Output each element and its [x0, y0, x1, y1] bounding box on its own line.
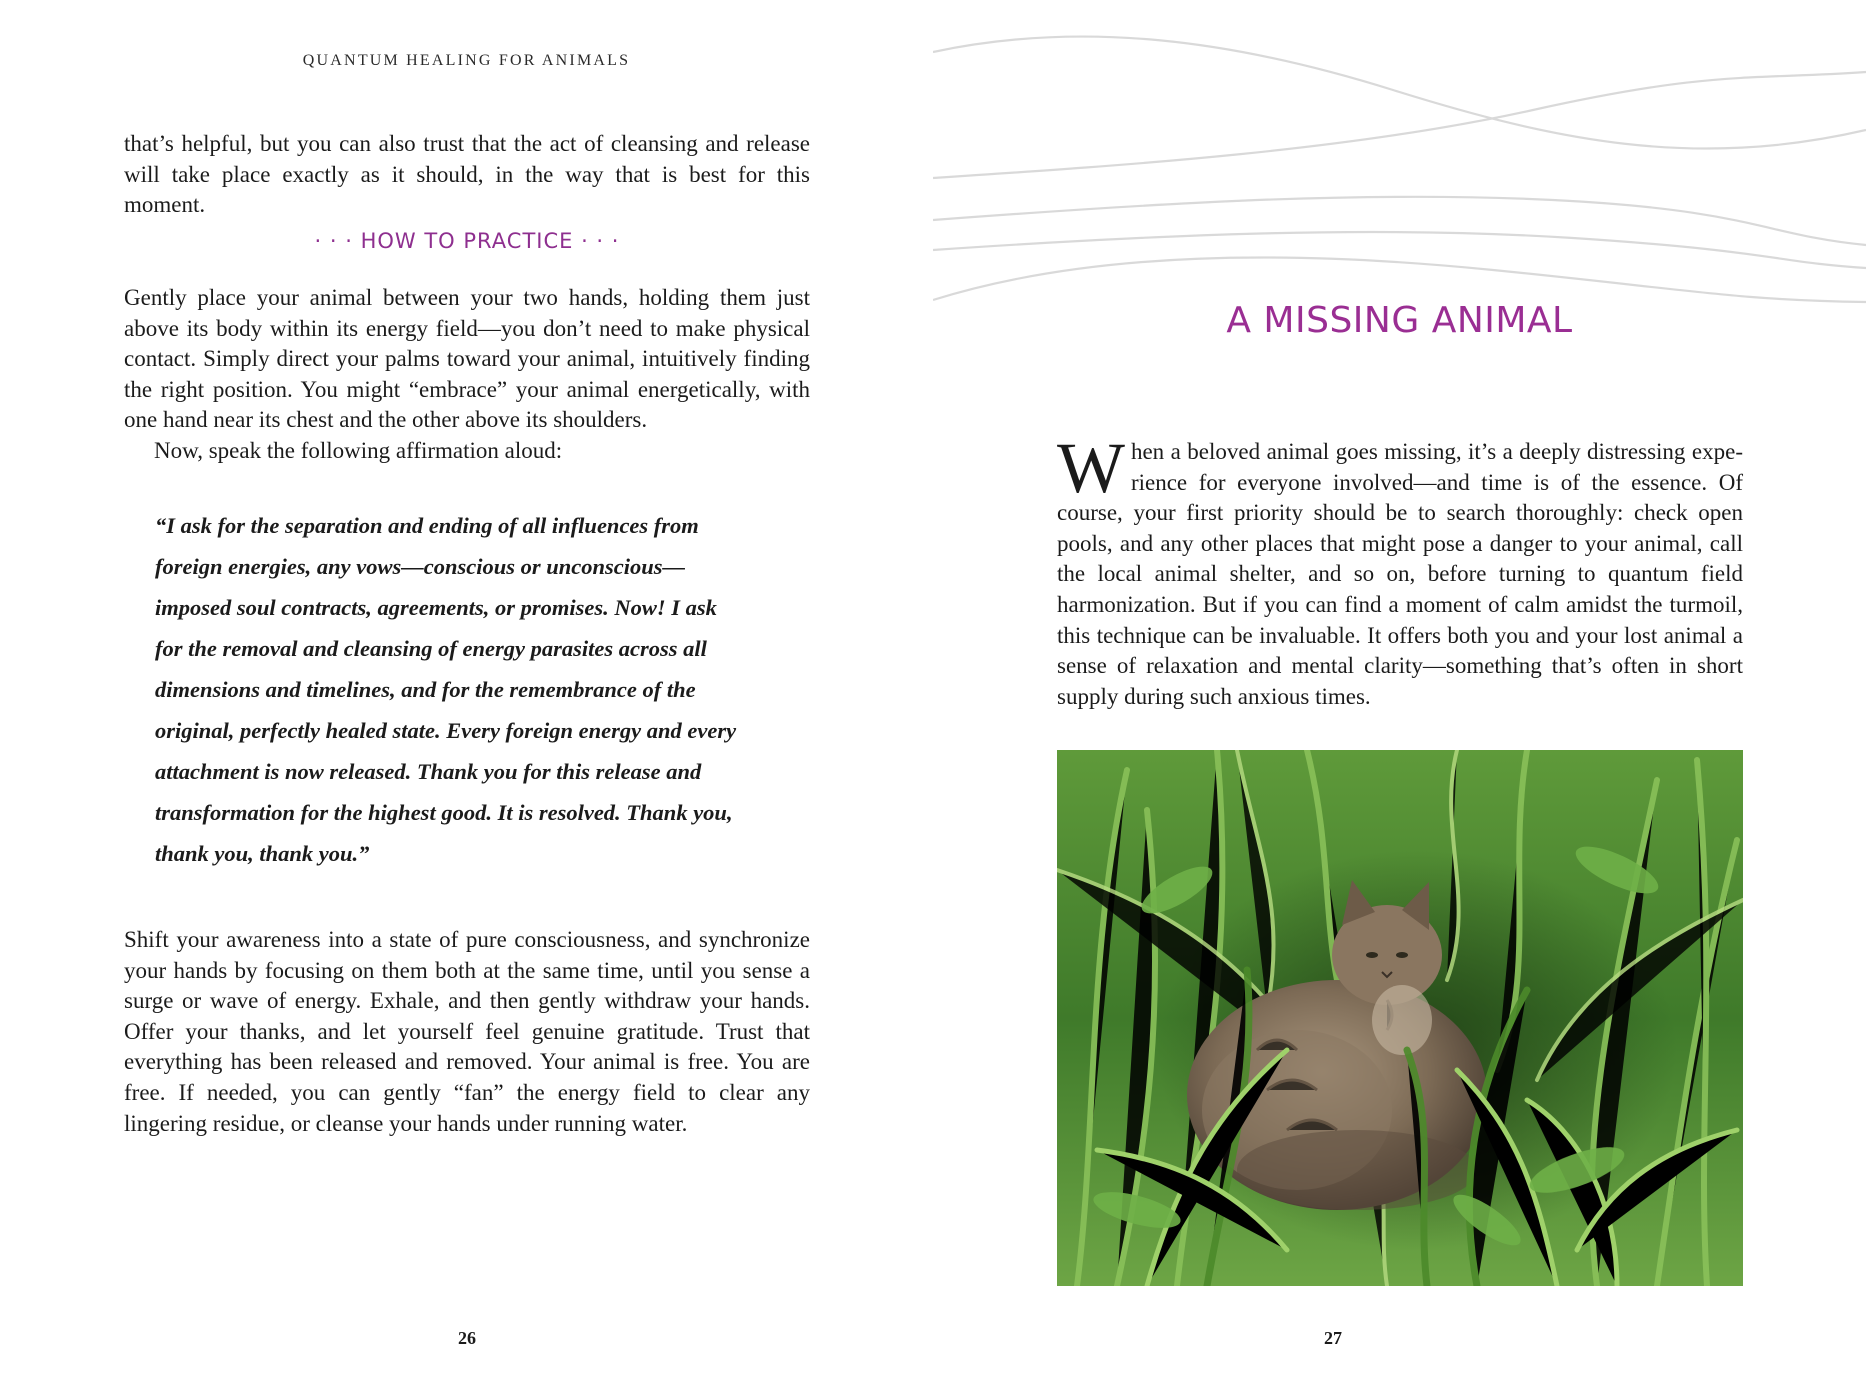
- wave-line: [933, 197, 1866, 245]
- affirmation-line: attachment is now released. Thank you for this release and: [155, 759, 702, 784]
- running-head: QUANTUM HEALING FOR ANIMALS: [302, 52, 631, 69]
- affirmation-line: thank you, thank you.”: [155, 841, 370, 866]
- section-heading: · · · HOW TO PRACTICE · · ·: [314, 229, 620, 253]
- opening-text: hen a beloved animal goes missing, it’s a deeply distressing experience for everyone involved—and time is of the essence. Of course, your first priority should be to search thoroughly: check open pools, and any other places that might pose a danger to your animal, call the local animal shelter, and so on, before turning to quantum field harmonization. But if you can find a moment of calm amidst the turmoil, this technique can be invaluable. It offers both you and your lost animal a sense of relaxation and mental clarity—something that’s often in short supply during such anxious times.: [1057, 439, 1743, 709]
- drop-cap: W: [1057, 428, 1125, 508]
- affirmation-line: foreign energies, any vows—conscious or unconscious—: [155, 554, 686, 579]
- cat-in-grass-photo: [1057, 750, 1743, 1286]
- wave-line: [933, 258, 1866, 302]
- page-number: 26: [458, 1328, 476, 1348]
- affirmation-line: imposed soul contracts, agreements, or promises. Now! I ask: [155, 595, 717, 620]
- practice-paragraph: Gently place your animal between your two hands, holding them just above its body within its energy field—you don’t need to make physical contact. Simply direct your palms toward your animal, intuitively finding the right position. You might “embrace” your animal energetically, with one hand near its chest and the other above its shoulders.: [124, 285, 810, 433]
- chapter-title: A MISSING ANIMAL: [1226, 300, 1573, 341]
- affirmation-quote: [155, 505, 805, 874]
- wave-line: [933, 72, 1866, 178]
- affirmation-line: transformation for the highest good. It is resolved. Thank you,: [155, 800, 733, 825]
- opening-paragraph: [1057, 428, 1743, 712]
- affirmation-line: “I ask for the separation and ending of all influences from: [155, 513, 699, 538]
- affirmation-line: dimensions and timelines, and for the remembrance of the: [155, 677, 696, 702]
- wave-line: [933, 37, 1866, 149]
- speak-paragraph: Now, speak the following affirmation aloud:: [154, 438, 563, 463]
- right-page: [933, 0, 1866, 1400]
- affirmation-line: original, perfectly healed state. Every foreign energy and every: [155, 718, 737, 743]
- closing-paragraph: Shift your awareness into a state of pure consciousness, and synchronize your hands by focusing on them both at the same time, until you sense a surge or wave of energy. Exhale, and then gently withdraw your hands. Offer your thanks, and let yourself feel genuine gratitude. Trust that everything has been released and removed. Your animal is free. You are free. If needed, you can gently “fan” the energy field to clear any lingering residue, or cleanse your hands under running water.: [124, 927, 810, 1136]
- page-number: 27: [1324, 1328, 1342, 1348]
- decorative-wave-lines: [933, 0, 1866, 320]
- intro-paragraph: that’s helpful, but you can also trust that the act of cleansing and release will take place exactly as it should, in the way that is best for this moment.: [124, 131, 810, 218]
- affirmation-line: for the removal and cleansing of energy parasites across all: [155, 636, 707, 661]
